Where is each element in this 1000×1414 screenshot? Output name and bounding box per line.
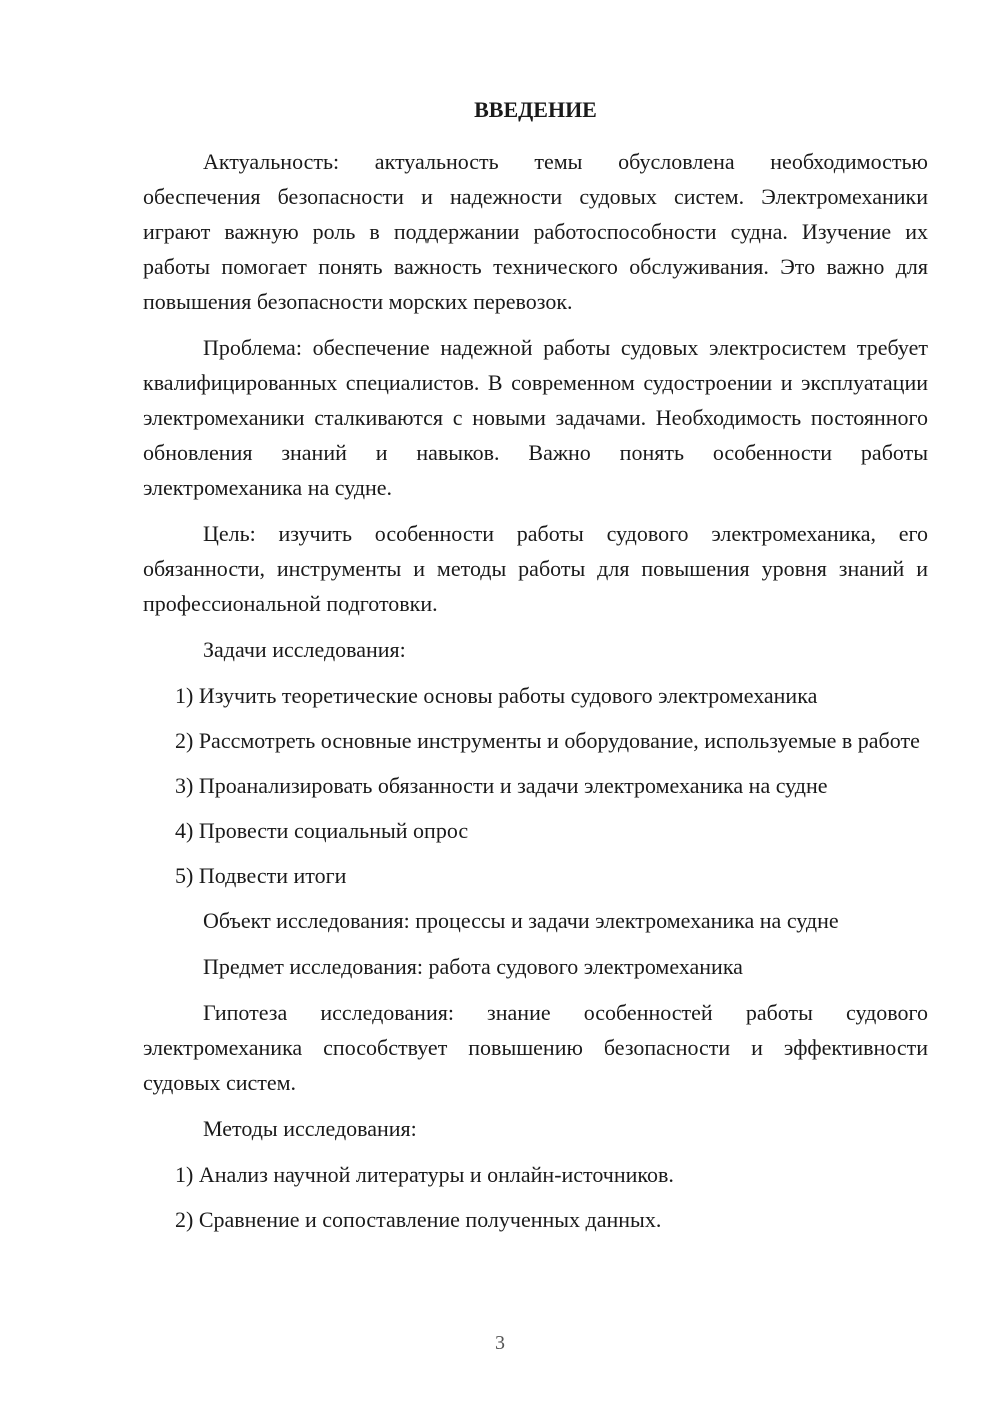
task-item-5: 5) Подвести итоги (175, 863, 347, 888)
task-item-3: 3) Проанализировать обязанности и задачи электромеханика на судне (175, 773, 828, 798)
goal-paragraph: Цель: изучить особенности работы судового электромеханика, его обязанности, инструменты и методы работы для повышения уровня знаний и профессиональной подготовки. (143, 521, 928, 616)
hypothesis-paragraph: Гипотеза исследования: знание особенностей работы судового электромеханика способствует повышению безопасности и эффективности судовых систем. (143, 1000, 928, 1095)
object-paragraph: Объект исследования: процессы и задачи электромеханика на судне (203, 908, 839, 933)
methods-heading: Методы исследования: (203, 1116, 417, 1141)
document-title: ВВЕДЕНИЕ (474, 97, 597, 122)
page-number: 3 (495, 1332, 505, 1354)
task-item-2: 2) Рассмотреть основные инструменты и оборудование, используемые в работе (175, 728, 920, 753)
subject-paragraph: Предмет исследования: работа судового электромеханика (203, 954, 743, 979)
task-item-4: 4) Провести социальный опрос (175, 818, 469, 843)
relevance-paragraph: Актуальность: актуальность темы обусловлена необходимостью обеспечения безопасности и надежности судовых систем. Электромеханики играют важную роль в поддержании работоспособности судна. Изучение их работы помогает понять важность технического обслуживания. Это важно для повышения безопасности морских перевозок. (143, 149, 928, 314)
document-page (143, 92, 928, 1247)
method-item-1: 1) Анализ научной литературы и онлайн-источников. (175, 1162, 674, 1187)
method-item-2: 2) Сравнение и сопоставление полученных данных. (175, 1207, 662, 1232)
problem-paragraph: Проблема: обеспечение надежной работы судовых электросистем требует квалифицированных специалистов. В современном судостроении и эксплуатации электромеханики сталкиваются с новыми задачами. Необходимость постоянного обновления знаний и навыков. Важно понять особенности работы электромеханика на судне. (143, 335, 928, 500)
task-item-1: 1) Изучить теоретические основы работы судового электромеханика (175, 683, 818, 708)
tasks-heading: Задачи исследования: (203, 637, 406, 662)
